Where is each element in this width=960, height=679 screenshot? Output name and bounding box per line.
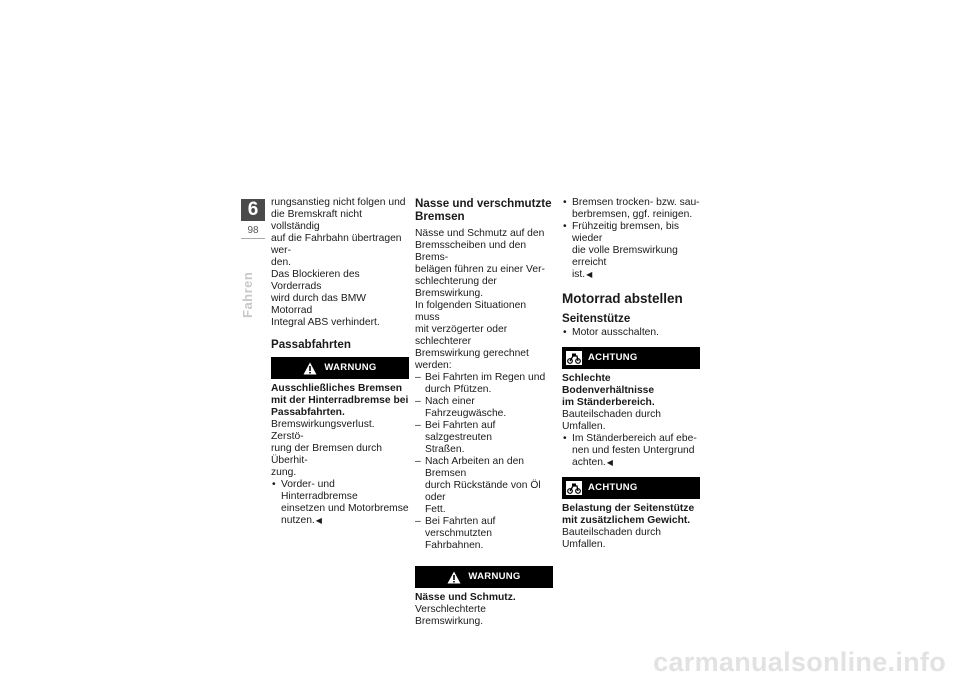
- chapter-number-tab: 6: [241, 199, 265, 221]
- achtung-title: Belastung der Seitenstütze mit zusätzlichem Gewicht.: [562, 503, 695, 526]
- abs-paragraph: Das Blockieren des Vorderrads wird durch das BMW Motorrad Integral ABS verhindert.: [271, 269, 380, 328]
- warning-title: Ausschließliches Bremsen mit der Hinterradbremse bei Passabfahrten.: [271, 383, 409, 418]
- motorcycle-caution-icon: [566, 351, 582, 365]
- warning-triangle-icon: [447, 571, 461, 584]
- bullet-list: [271, 479, 409, 527]
- achtung-body: Bauteilschaden durch Umfallen.: [562, 409, 662, 432]
- list-item: • Bremsen trocken- bzw. sau- berbremsen, ggf. reinigen.: [562, 197, 700, 221]
- bullet-list: [562, 197, 700, 281]
- achtung-title: Schlechte Bodenverhältnisse im Ständerbereich.: [562, 373, 655, 408]
- list-item: – Nach einer Fahrzeugwäsche.: [415, 396, 553, 420]
- body-paragraph: Nässe und Schmutz auf den Bremsscheiben und den Brems- belägen führen zu einer Ver- schlechterung der Bremswirkung. In folgenden Situationen muss mit verzögerter oder schlechterer Bremswirkung gerechnet werden:: [415, 228, 545, 371]
- warning-label: WARNUNG: [324, 362, 377, 373]
- list-item: • Im Ständerbereich auf ebe- nen und festen Untergrund achten. ◀: [562, 433, 700, 469]
- warning-title: Nässe und Schmutz.: [415, 592, 516, 603]
- list-item: • Vorder- und Hinterradbremse einsetzen und Motorbremse nutzen. ◀: [271, 479, 409, 527]
- bullet-list: [562, 327, 700, 339]
- list-item: • Frühzeitig bremsen, bis wieder die volle Bremswirkung erreicht ist. ◀: [562, 221, 700, 281]
- achtung-banner-boden: [562, 347, 700, 369]
- list-item: • Motor ausschalten.: [562, 327, 700, 339]
- warning-banner-passabfahrten: [271, 357, 409, 379]
- warning-label: WARNUNG: [468, 571, 521, 582]
- list-item: – Bei Fahrten auf salzgestreuten Straßen.: [415, 420, 553, 456]
- warning-banner-naesse: [415, 566, 553, 588]
- page-number: 98: [247, 225, 259, 236]
- achtung-label: ACHTUNG: [588, 482, 638, 493]
- heading-nasse-bremsen: Nasse und verschmutzte Bremsen: [415, 197, 552, 223]
- motorcycle-caution-icon: [566, 481, 582, 495]
- warning-triangle-icon: [303, 362, 317, 375]
- heading-motorrad-abstellen: Motorrad abstellen: [562, 291, 683, 306]
- achtung-banner-belastung: [562, 477, 700, 499]
- column-2: [415, 197, 553, 628]
- achtung-body: Bauteilschaden durch Umfallen.: [562, 527, 662, 550]
- warning-body: Verschlechterte Bremswirkung.: [415, 604, 486, 627]
- tab-divider: [241, 238, 265, 239]
- intro-paragraph: rungsanstieg nicht folgen und die Bremskraft nicht vollständig auf die Fahrbahn übertragen wer- den.: [271, 197, 406, 268]
- list-item: – Nach Arbeiten an den Bremsen durch Rückstände von Öl oder Fett.: [415, 456, 553, 516]
- chapter-side-label: Fahren: [240, 271, 255, 318]
- list-item: – Bei Fahrten im Regen und durch Pfützen.: [415, 372, 553, 396]
- watermark: carmanualsonline.info: [653, 647, 946, 677]
- column-1: [271, 197, 409, 527]
- warning-body: Bremswirkungsverlust. Zerstö- rung der Bremsen durch Überhit- zung.: [271, 419, 383, 478]
- column-3: [562, 197, 700, 551]
- subheading-seitenstuetze: Seitenstütze: [562, 312, 631, 325]
- dash-list: [415, 372, 553, 552]
- heading-passabfahrten: Passabfahrten: [271, 338, 351, 351]
- achtung-label: ACHTUNG: [588, 352, 638, 363]
- bullet-list: [562, 433, 700, 469]
- list-item: – Bei Fahrten auf verschmutzten Fahrbahnen.: [415, 516, 553, 552]
